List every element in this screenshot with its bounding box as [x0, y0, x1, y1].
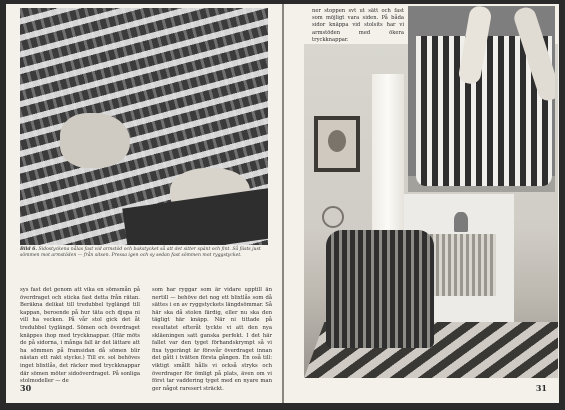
caption-text: Sidostyckena nålas fast vid armstöd och bakstycket så att det sitter spänt och fint. Så fästs just sömmen mot armstöden — från sitsen. Pressa igen och sy sedan fast sömmen mot ryggstycket. — [20, 247, 261, 258]
page-number-right: 31 — [535, 383, 547, 393]
top-text-block: ner stoppen svt ut sätt och fast som möjligt vara siden. På båda sidor knäppa vid stolsits har vi armstöden med ökera tryckknappar. — [312, 8, 404, 43]
hand-left-shape — [60, 113, 130, 168]
photo-upholstering-chair — [20, 8, 268, 245]
right-page — [284, 4, 559, 403]
wall-plate — [322, 206, 344, 228]
page-number-left: 30 — [20, 383, 32, 393]
radiator — [424, 234, 496, 296]
flower-picture — [328, 130, 346, 152]
body-column-2: som har ryggar som är vidare upptill än nertill — behöve det nog ett blixtlås som då sättes i en av ryggstyckets längdsömmar. Så här ska då stolen färdig, eller nu ska den tägligt här knäpp. När ni tittade på resultatet efteråt tyckte vi att den nya skläeningen satt ganska perfekt. I det här fallet var den tyget förhandskrympt så vi fixa tygerängt är försvår överdraget innan det gått i tvätten första gången. En oså till: viktigt smållt hålls vi också stryks och överdrager för ömligt på plats, även om vi först tar vaddering tyget med en nyare man ger något raresert sträckt. — [152, 287, 272, 392]
photo-pinning-skirt — [408, 6, 555, 192]
left-page — [6, 4, 282, 403]
caption-label: Bild 6. — [20, 247, 37, 252]
plant-pot — [454, 212, 468, 232]
body-column-1: sys fast det genom att vika en sömsmån på överdraget och sticka fast detta från rätan. Beräkna delikat till tredubbel tyglängd till kappan, beroende på hur täta och djupa ni vill ha vecken. På vår stol gick det åt tredubbel tyglängd. Sömen och överdraget knäppes ihop med tryckknappar. (Här möts de på sidorna, i många fall är det lättare att ha sömmen på framsidan då sömen blir nästan ett rakt stycke.) Till ev. sol behöves inget blixtlås, det räcker med tryckknappar där sömen möter sidoöverdraget. På sonliga stolmodeller — de — [20, 287, 140, 385]
finished-armchair — [326, 230, 434, 348]
wall-picture-frame — [314, 116, 360, 172]
photo-caption — [20, 247, 270, 259]
